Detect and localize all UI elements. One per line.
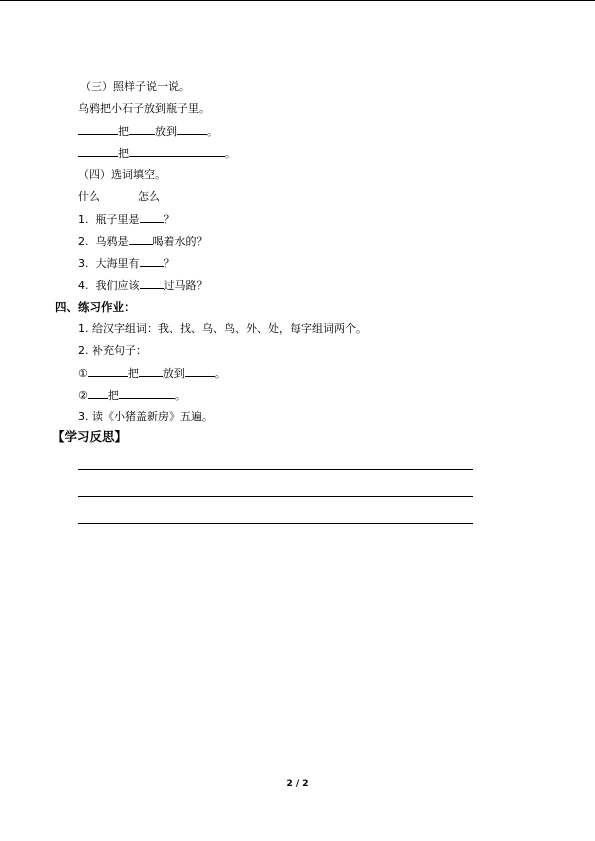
item-text: ？ <box>163 213 175 226</box>
fill-blank[interactable] <box>139 366 163 377</box>
fill-blank[interactable] <box>129 146 225 157</box>
fill-blank[interactable] <box>140 212 164 223</box>
pattern-text: 。 <box>174 389 186 402</box>
item-number: 4. <box>78 279 89 292</box>
part3-example-sentence: 乌鸦把小石子放到瓶子里。 <box>78 102 210 115</box>
item-text: ？ <box>163 257 175 270</box>
pattern-text: 放到 <box>155 125 177 138</box>
item-text: 过马路？ <box>163 279 208 292</box>
item-text: 乌鸦是 <box>95 235 129 248</box>
homework-item-3: 3. 读《小猪盖新房》五遍。 <box>78 410 213 423</box>
page-top-rule <box>0 0 595 1</box>
pattern-text: 把 <box>107 389 119 402</box>
item-number: 3. <box>78 257 89 270</box>
pattern-text: 把 <box>118 147 129 160</box>
part3-heading: （三）照样子说一说。 <box>80 80 190 93</box>
item-text: 喝着水的？ <box>152 235 208 248</box>
part4-item-1 <box>78 212 175 227</box>
item-number: 2. <box>78 235 89 248</box>
part4-heading: （四）选词填空。 <box>78 168 166 181</box>
reflection-writing-line-2[interactable] <box>78 496 473 497</box>
pattern-text: 。 <box>207 125 218 138</box>
item-text: 我们应该 <box>95 279 140 292</box>
fill-blank[interactable] <box>78 146 118 157</box>
pattern-text: 放到 <box>162 367 185 380</box>
part4-item-2 <box>78 234 208 249</box>
part4-item-4 <box>78 278 208 293</box>
homework-sentence-line-1 <box>78 366 226 381</box>
part4-word-choice-2: 怎么 <box>138 190 160 203</box>
page-number: 2 / 2 <box>286 779 309 789</box>
fill-blank[interactable] <box>140 256 164 267</box>
fill-blank[interactable] <box>177 124 207 135</box>
reflection-writing-line-1[interactable] <box>78 469 473 470</box>
pattern-text: 把 <box>118 125 129 138</box>
fill-blank[interactable] <box>88 388 108 399</box>
item-text: 瓶子里是 <box>95 213 140 226</box>
homework-item-2: 2. 补充句子： <box>78 344 147 357</box>
part3-pattern-line-1 <box>78 124 218 139</box>
reflection-heading: 【学习反思】 <box>52 429 128 444</box>
item-number: 1. <box>78 213 89 226</box>
fill-blank[interactable] <box>140 278 164 289</box>
fill-blank[interactable] <box>129 234 153 245</box>
circled-number: ① <box>78 367 88 380</box>
item-text: 大海里有 <box>95 257 140 270</box>
part4-item-3 <box>78 256 175 271</box>
pattern-text: 。 <box>214 367 226 380</box>
homework-sentence-line-2 <box>78 388 186 403</box>
pattern-text: 把 <box>127 367 139 380</box>
fill-blank[interactable] <box>119 388 175 399</box>
homework-heading: 四、练习作业： <box>55 300 136 314</box>
homework-item-1: 1. 给汉字组词：我、找、乌、鸟、外、处，每字组词两个。 <box>78 322 367 335</box>
part3-pattern-line-2 <box>78 146 236 161</box>
circled-number: ② <box>78 389 88 402</box>
fill-blank[interactable] <box>78 124 118 135</box>
reflection-writing-line-3[interactable] <box>78 523 473 524</box>
fill-blank[interactable] <box>88 366 128 377</box>
fill-blank[interactable] <box>129 124 155 135</box>
pattern-text: 。 <box>225 147 236 160</box>
fill-blank[interactable] <box>185 366 215 377</box>
part4-word-choice-1: 什么 <box>78 190 100 203</box>
